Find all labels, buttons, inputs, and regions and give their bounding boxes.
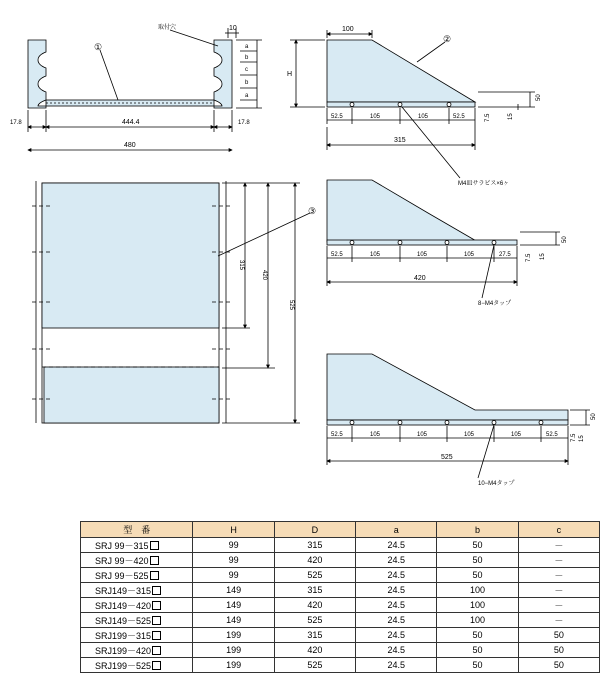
table-row — [81, 643, 600, 658]
model-cell: SRJ149－315 — [81, 583, 193, 598]
a-cell: 24.5 — [356, 628, 437, 643]
d-cell: 420 — [274, 598, 355, 613]
a-cell: 24.5 — [356, 598, 437, 613]
d-cell: 420 — [274, 553, 355, 568]
side-view-525 — [327, 354, 590, 478]
a-cell: 24.5 — [356, 643, 437, 658]
header-a: a — [356, 522, 437, 538]
sv2-pitch-5: 27.5 — [499, 252, 511, 258]
sv3-total: 525 — [441, 454, 453, 461]
sv2-callout: 8−M4タップ — [478, 301, 512, 307]
table-row — [81, 583, 600, 598]
sv2-right-7-5: 7.5 — [526, 253, 532, 262]
model-cell: SRJ149－420 — [81, 598, 193, 613]
sv3-right-50: 50 — [591, 413, 597, 420]
left-offset: 17.8 — [10, 120, 22, 126]
box-icon — [152, 601, 161, 610]
sv2-pitch-4: 105 — [464, 252, 475, 258]
part-label-3: ③ — [308, 206, 317, 216]
a-cell: 24.5 — [356, 658, 437, 673]
sv2-right-50: 50 — [562, 236, 568, 243]
spec-table — [80, 521, 600, 673]
sv2-pitch-1: 52.5 — [331, 252, 343, 258]
b-cell: 50 — [437, 658, 518, 673]
plan-view-labels — [238, 206, 316, 311]
b-cell: 50 — [437, 643, 518, 658]
h-cell: 149 — [193, 583, 274, 598]
inner-width: 444.4 — [122, 119, 140, 126]
a-cell: 24.5 — [356, 538, 437, 553]
d-cell: 315 — [274, 628, 355, 643]
sv3-pitch-2: 105 — [370, 432, 381, 438]
table-row — [81, 658, 600, 673]
model-cell: SRJ199－525 — [81, 658, 193, 673]
right-offset: 17.8 — [238, 120, 250, 126]
b-cell: 50 — [437, 553, 518, 568]
header-d: D — [274, 522, 355, 538]
table-row — [81, 598, 600, 613]
sv2-pitch-2: 105 — [370, 252, 381, 258]
side-panel-420 — [327, 180, 478, 242]
plan-shelf — [42, 183, 219, 328]
box-icon — [152, 616, 161, 625]
c-cell: 50 — [518, 628, 599, 643]
c-cell: － — [518, 538, 599, 553]
sv3-right-15: 15 — [579, 435, 585, 442]
overall-width: 480 — [124, 142, 136, 149]
d-cell: 525 — [274, 613, 355, 628]
sv3-right-7-5: 7.5 — [571, 433, 577, 442]
mount-hole-label: 取付穴 — [158, 25, 177, 31]
height-label: H — [287, 71, 293, 78]
table-header-row — [81, 522, 600, 538]
d-cell: 420 — [274, 643, 355, 658]
header-b: b — [437, 522, 518, 538]
sv2-pitch-3: 105 — [417, 252, 428, 258]
sv1-pitch-4: 52.5 — [453, 114, 465, 120]
sv1-pitch-3: 105 — [418, 114, 429, 120]
slot-label-5: a — [245, 93, 249, 99]
table-row — [81, 538, 600, 553]
table-row — [81, 553, 600, 568]
sv2-right-15: 15 — [540, 253, 546, 260]
right-upright — [214, 40, 232, 108]
header-h: H — [193, 522, 274, 538]
c-cell: － — [518, 583, 599, 598]
h-cell: 199 — [193, 643, 274, 658]
sv3-callout: 10−M4タップ — [478, 481, 515, 487]
sv1-total: 315 — [394, 137, 406, 144]
c-cell: － — [518, 568, 599, 583]
table-row — [81, 568, 600, 583]
h-cell: 149 — [193, 598, 274, 613]
a-cell: 24.5 — [356, 583, 437, 598]
plan-view — [32, 181, 310, 423]
h-cell: 199 — [193, 628, 274, 643]
model-cell: SRJ 99－525 — [81, 568, 193, 583]
b-cell: 50 — [437, 568, 518, 583]
sv3-pitch-3: 105 — [417, 432, 428, 438]
plan-extension — [44, 367, 219, 423]
header-c: c — [518, 522, 599, 538]
slot-label-3: c — [245, 67, 248, 73]
sv1-right-50: 50 — [536, 94, 542, 101]
b-cell: 50 — [437, 628, 518, 643]
depth-315: 315 — [238, 260, 244, 271]
c-cell: 50 — [518, 643, 599, 658]
sv1-right-15: 15 — [508, 113, 514, 120]
c-cell: 50 — [518, 658, 599, 673]
header-model: 型 番 — [81, 522, 193, 538]
box-icon — [152, 661, 161, 670]
b-cell: 50 — [437, 538, 518, 553]
sv1-right-7-5: 7.5 — [485, 113, 491, 122]
model-cell: SRJ199－315 — [81, 628, 193, 643]
d-cell: 315 — [274, 583, 355, 598]
side-view-420 — [327, 180, 560, 298]
table-row — [81, 613, 600, 628]
front-view — [28, 28, 262, 150]
h-cell: 99 — [193, 538, 274, 553]
b-cell: 100 — [437, 613, 518, 628]
part-label-1: ① — [94, 42, 103, 52]
depth-525: 525 — [288, 300, 294, 311]
slot-label-2: b — [245, 55, 249, 61]
model-cell: SRJ 99－420 — [81, 553, 193, 568]
b-cell: 100 — [437, 598, 518, 613]
h-cell: 99 — [193, 553, 274, 568]
side-panel-525 — [327, 354, 568, 420]
b-cell: 100 — [437, 583, 518, 598]
depth-420: 420 — [261, 270, 267, 281]
h-cell: 149 — [193, 613, 274, 628]
table-row — [81, 628, 600, 643]
a-cell: 24.5 — [356, 613, 437, 628]
box-icon — [152, 586, 161, 595]
d-cell: 525 — [274, 568, 355, 583]
c-cell: － — [518, 553, 599, 568]
side-panel-315 — [327, 40, 475, 102]
slot-label-4: b — [245, 80, 249, 86]
model-cell: SRJ199－420 — [81, 643, 193, 658]
sv2-total: 420 — [414, 275, 426, 282]
h-cell: 99 — [193, 568, 274, 583]
left-upright — [28, 40, 46, 108]
top-width: 100 — [342, 26, 354, 33]
sv3-pitch-6: 52.5 — [546, 432, 558, 438]
sv1-pitch-2: 105 — [370, 114, 381, 120]
sv1-pitch-1: 52.5 — [331, 114, 343, 120]
c-cell: － — [518, 613, 599, 628]
sv1-callout: M4皿サラビス×6ヶ — [458, 181, 510, 187]
box-icon — [152, 631, 161, 640]
box-icon — [150, 556, 159, 565]
c-cell: － — [518, 598, 599, 613]
base-rail-420 — [327, 240, 517, 245]
d-cell: 315 — [274, 538, 355, 553]
model-cell: SRJ 99－315 — [81, 538, 193, 553]
a-cell: 24.5 — [356, 553, 437, 568]
h-cell: 199 — [193, 658, 274, 673]
side-view-315 — [290, 30, 535, 178]
sv3-pitch-5: 105 — [511, 432, 522, 438]
box-icon — [150, 571, 159, 580]
box-icon — [150, 541, 159, 550]
slot-label-1: a — [245, 44, 249, 50]
d-cell: 525 — [274, 658, 355, 673]
sv3-pitch-4: 105 — [464, 432, 475, 438]
box-icon — [152, 646, 161, 655]
a-cell: 24.5 — [356, 568, 437, 583]
part-label-2: ② — [443, 34, 452, 44]
model-cell: SRJ149－525 — [81, 613, 193, 628]
sv3-pitch-1: 52.5 — [331, 432, 343, 438]
top-right-dim: 10 — [229, 25, 237, 32]
side-view-420-labels — [331, 236, 568, 307]
